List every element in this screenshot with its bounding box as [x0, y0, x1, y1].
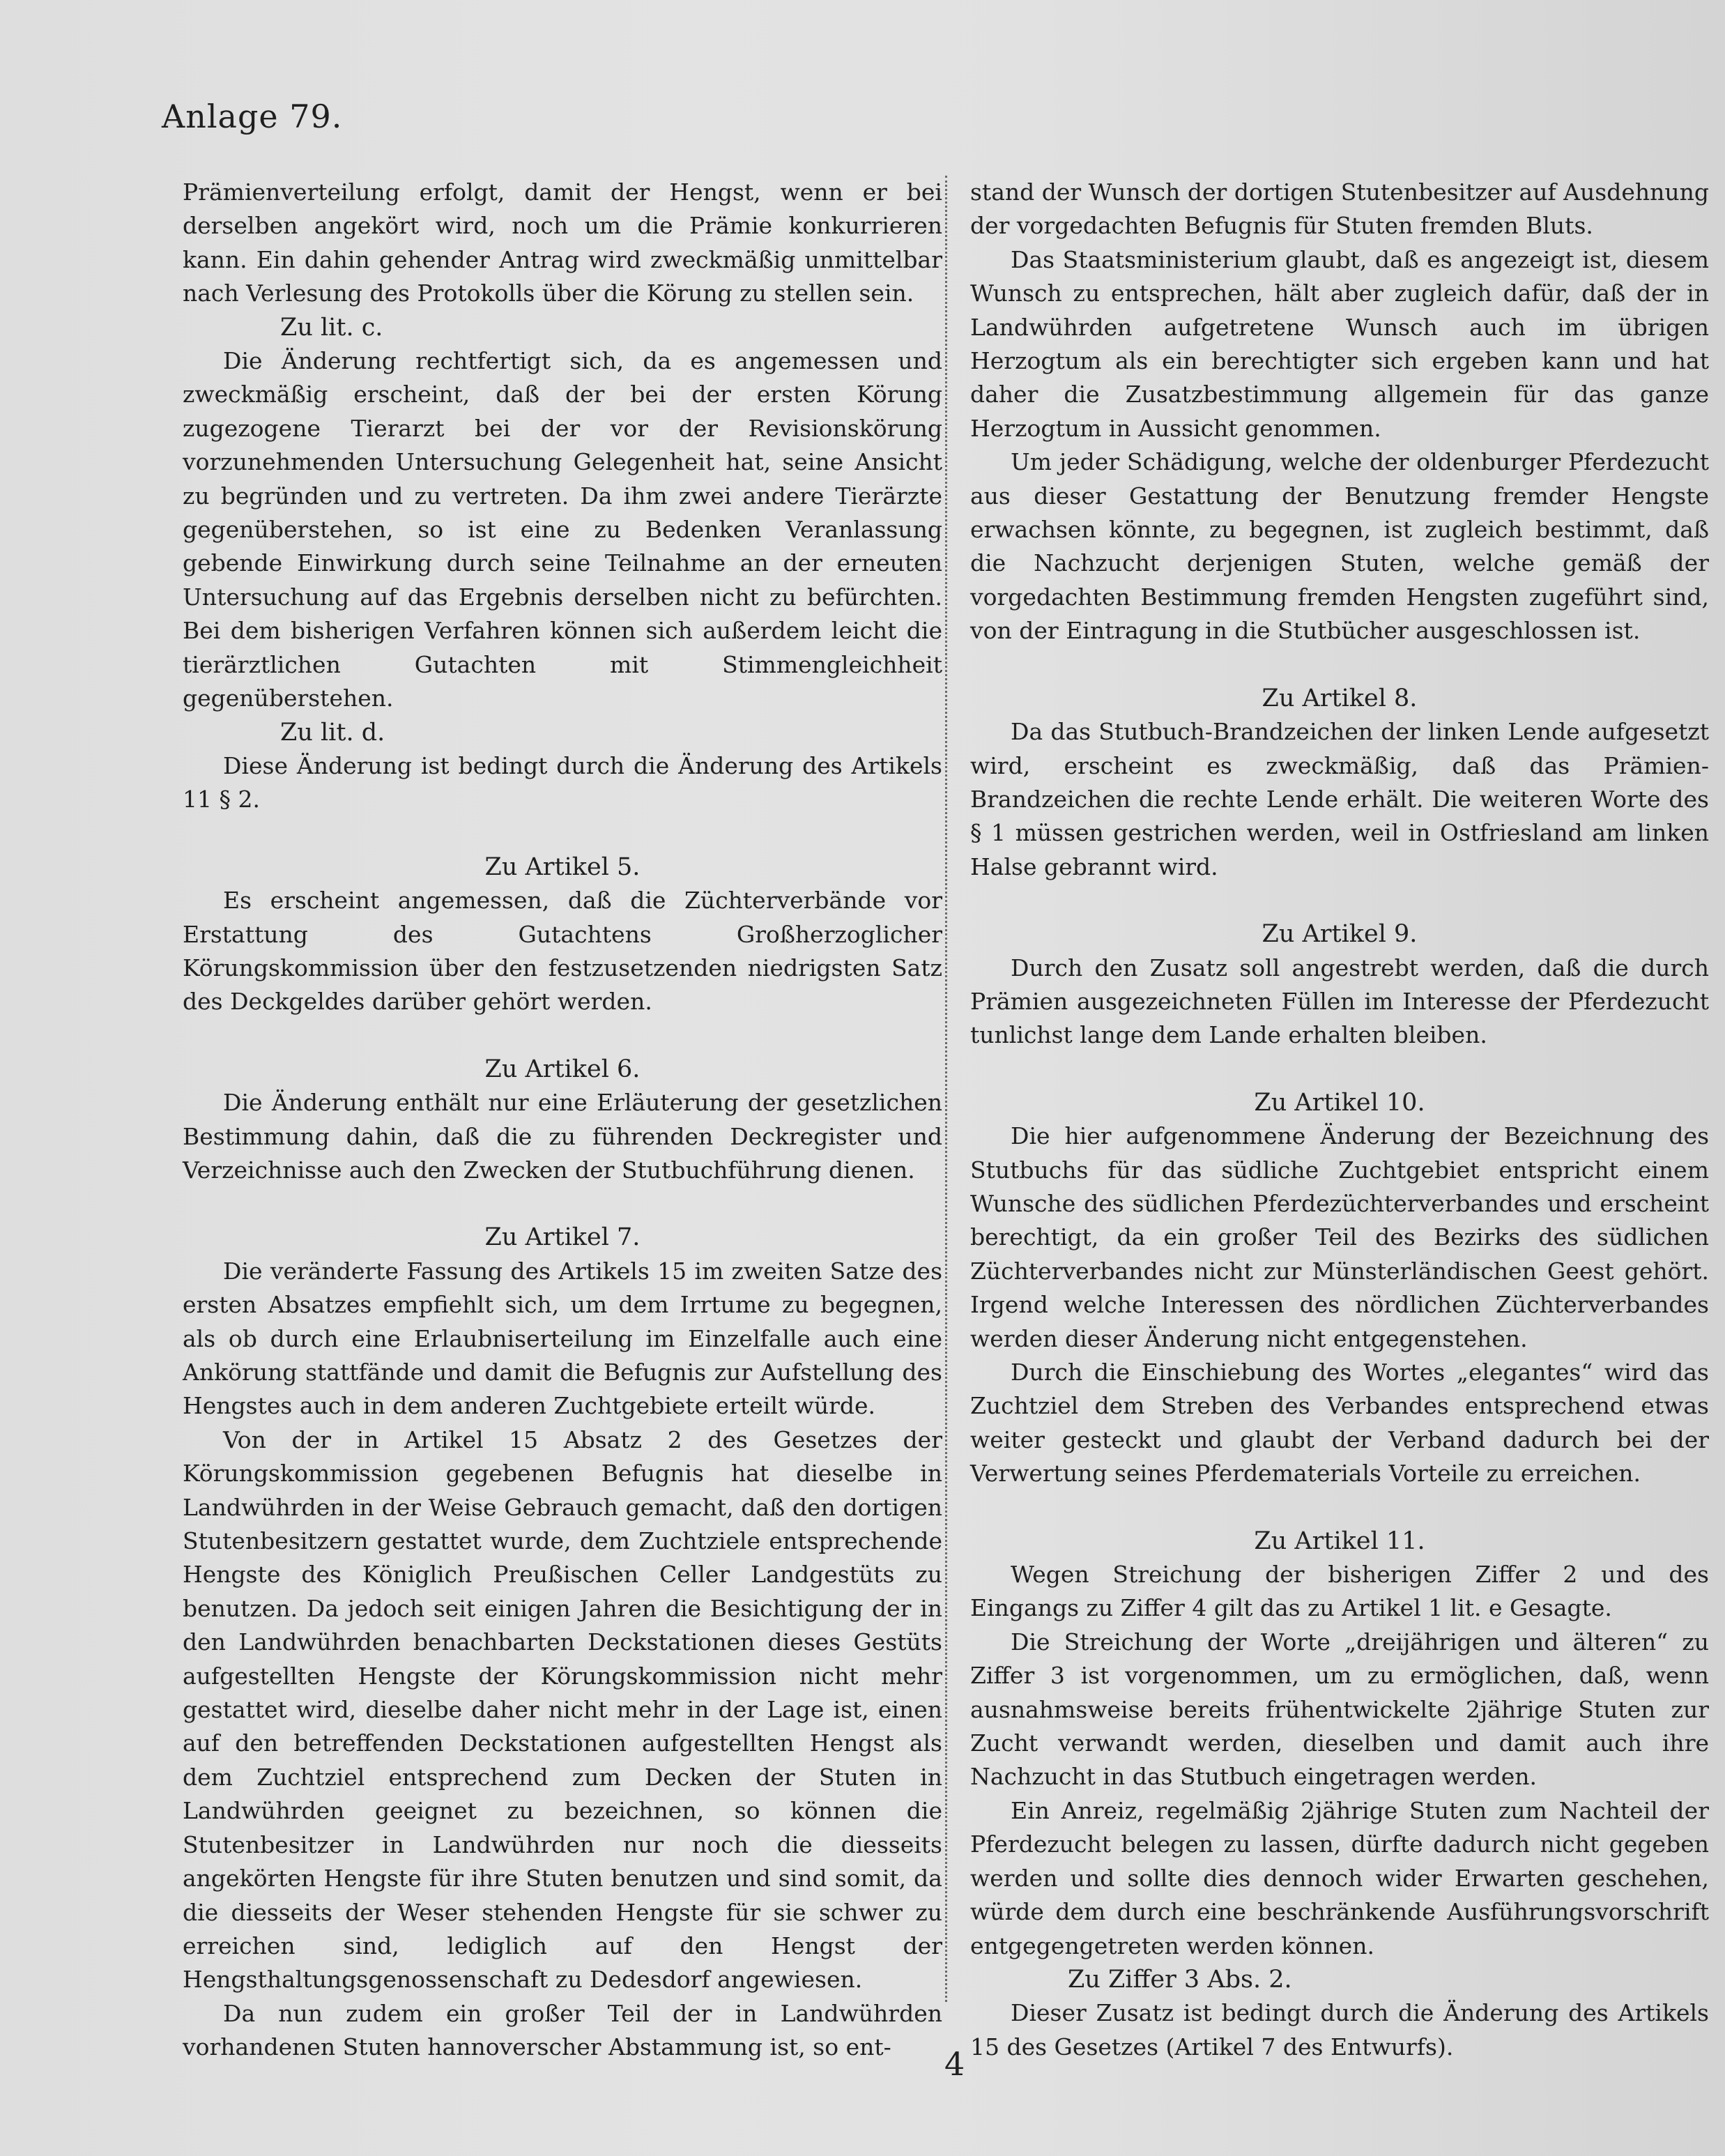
- section-heading: Zu Artikel 8.: [1262, 684, 1418, 712]
- paragraph: Dieser Zusatz ist bedingt durch die Änderung des Artikels 15 des Gesetzes (Artikel 7 des Entwurfs).: [970, 1999, 1709, 2061]
- section-heading: Zu Artikel 6.: [484, 1055, 641, 1083]
- paragraph: stand der Wunsch der dortigen Stutenbesitzer auf Ausdehnung der vorgedachten Befugnis für Stuten fremden Bluts.: [970, 178, 1709, 240]
- paragraph: Es erscheint angemessen, daß die Züchterverbände vor Erstattung des Gutachtens Großherzoglicher Körungskommission über den festzusetzenden niedrigsten Satz des Deckgeldes darüber gehört werden.: [183, 887, 942, 1016]
- paragraph: Die Änderung enthält nur eine Erläuterung der gesetzlichen Bestimmung dahin, daß die zu führenden Deckregister und Verzeichnisse auch den Zwecken der Stutbuchführung dienen.: [183, 1089, 942, 1184]
- section-heading: Zu Artikel 7.: [484, 1223, 641, 1252]
- section-heading: Zu Artikel 10.: [1254, 1088, 1425, 1117]
- section-heading: Zu Artikel 5.: [484, 853, 641, 881]
- paragraph: Durch die Einschiebung des Wortes „elegantes“ wird das Zuchtziel dem Streben des Verbandes entsprechend etwas weiter gesteckt und glaubt der Verband dadurch bei der Verwertung seines Pferdematerials Vorteile zu erreichen.: [970, 1359, 1709, 1488]
- subsection-heading: Zu lit. c.: [280, 313, 383, 342]
- paragraph: Von der in Artikel 15 Absatz 2 des Gesetzes der Körungskommission gegebenen Befugnis hat dieselbe in Landwührden in der Weise Gebrauch gemacht, daß den dortigen Stutenbesitzern gestattet wurde, dem Zuchtziele entsprechende Hengste des Königlich Preußischen Celler Landgestüts zu benutzen. Da jedoch seit einigen Jahren die Besichtigung der in den Landwührden benachbarten Deckstationen dieses Gestüts aufgestellten Hengste der Körungskommission nicht mehr gestattet wird, dieselbe daher nicht mehr in der Lage ist, einen auf den betreffenden Deckstationen aufgestellten Hengst als dem Zuchtziel entsprechend zum Decken der Stuten in Landwührden geeignet zu bezeichnen, so können die Stutenbesitzer in Landwührden nur noch die diesseits angekörten Hengste für ihre Stuten benutzen und sind somit, da die diesseits der Weser stehenden Hengste für sie schwer zu erreichen sind, lediglich auf den Hengst der Hengsthaltungsgenossenschaft zu Dedesdorf angewiesen.: [183, 1425, 942, 1994]
- subsection-heading: Zu Ziffer 3 Abs. 2.: [1068, 1965, 1292, 1994]
- page-header: Anlage 79.: [162, 98, 343, 135]
- paragraph: Die hier aufgenommene Änderung der Bezeichnung des Stutbuchs für das südliche Zuchtgebiet entspricht einem Wunsche des südlichen Pferdezüchterverbandes und erscheint berechtigt, da ein großer Teil des Bezirks des südlichen Züchterverbandes nicht zur Münsterländischen Geest gehört. Irgend welche Interessen des nördlichen Züchterverbandes werden dieser Änderung nicht entgegenstehen.: [970, 1122, 1709, 1352]
- section-heading: Zu Artikel 11.: [1254, 1527, 1425, 1555]
- paragraph: Wegen Streichung der bisherigen Ziffer 2 und des Eingangs zu Ziffer 4 gilt das zu Artikel 1 lit. e Gesagte.: [970, 1561, 1709, 1622]
- left-column: [183, 176, 942, 2065]
- subsection-heading: Zu lit. d.: [280, 718, 385, 747]
- paragraph: Die Streichung der Worte „dreijährigen und älteren“ zu Ziffer 3 ist vorgenommen, um zu ermöglichen, daß, wenn ausnahmsweise bereits frühentwickelte 2jährige Stuten zur Zucht verwandt werden, dieselben und damit auch ihre Nachzucht in das Stutbuch eingetragen werden.: [970, 1628, 1709, 1791]
- paragraph: Da nun zudem ein großer Teil der in Landwührden vorhandenen Stuten hannoverscher Abstammung ist, so ent-: [183, 1999, 942, 2061]
- paragraph: Prämienverteilung erfolgt, damit der Hengst, wenn er bei derselben angekört wird, noch um die Prämie konkurrieren kann. Ein dahin gehender Antrag wird zweckmäßig unmittelbar nach Verlesung des Protokolls über die Körung zu stellen sein.: [183, 178, 942, 307]
- column-divider: [945, 176, 949, 2002]
- paragraph: Das Staatsministerium glaubt, daß es angezeigt ist, diesem Wunsch zu entsprechen, hält aber zugleich dafür, daß der in Landwührden aufgetretene Wunsch auch im übrigen Herzogtum als ein berechtigter sich ergeben kann und hat daher die Zusatzbestimmung allgemein für das ganze Herzogtum in Aussicht genommen.: [970, 245, 1709, 442]
- paragraph: Da das Stutbuch-Brandzeichen der linken Lende aufgesetzt wird, erscheint es zweckmäßig, daß das Prämien-Brandzeichen die rechte Lende erhält. Die weiteren Worte des § 1 müssen gestrichen werden, weil in Ostfriesland am linken Halse gebrannt wird.: [970, 718, 1709, 880]
- right-column: [970, 176, 1709, 2064]
- paragraph: Durch den Zusatz soll angestrebt werden, daß die durch Prämien ausgezeichneten Füllen im Interesse der Pferdezucht tunlichst lange dem Lande erhalten bleiben.: [970, 954, 1709, 1049]
- paragraph: Die Änderung rechtfertigt sich, da es angemessen und zweckmäßig erscheint, daß der bei der ersten Körung zugezogene Tierarzt bei der vor der Revisionskörung vorzunehmenden Untersuchung Gelegenheit hat, seine Ansicht zu begründen und zu vertreten. Da ihm zwei andere Tierärzte gegenüberstehen, so ist eine zu Bedenken Veranlassung gebende Einwirkung durch seine Teilnahme an der erneuten Untersuchung auf das Ergebnis derselben nicht zu befürchten. Bei dem bisherigen Verfahren können sich außerdem leicht die tierärztlichen Gutachten mit Stimmengleichheit gegenüberstehen.: [183, 347, 942, 712]
- paragraph: Um jeder Schädigung, welche der oldenburger Pferdezucht aus dieser Gestattung der Benutzung fremder Hengste erwachsen könnte, zu begegnen, ist zugleich bestimmt, daß die Nachzucht derjenigen Stuten, welche gemäß der vorgedachten Bestimmung fremden Hengsten zugeführt sind, von der Eintragung in die Stutbücher ausgeschlossen ist.: [970, 448, 1709, 645]
- paragraph: Ein Anreiz, regelmäßig 2jährige Stuten zum Nachteil der Pferdezucht belegen zu lassen, dürfte dadurch nicht gegeben werden und sollte dies dennoch wider Erwarten geschehen, würde dem durch eine beschränkende Ausführungsvorschrift entgegengetreten werden können.: [970, 1796, 1709, 1959]
- page-number: 4: [944, 2045, 965, 2083]
- paragraph: Diese Änderung ist bedingt durch die Änderung des Artikels 11 § 2.: [183, 751, 942, 813]
- paragraph: Die veränderte Fassung des Artikels 15 im zweiten Satze des ersten Absatzes empfiehlt sich, um dem Irrtume zu begegnen, als ob durch eine Erlaubniserteilung im Einzelfalle auch eine Ankörung stattfände und damit die Befugnis zur Aufstellung des Hengstes auch in dem anderen Zuchtgebiete erteilt würde.: [183, 1257, 942, 1420]
- section-heading: Zu Artikel 9.: [1262, 920, 1418, 949]
